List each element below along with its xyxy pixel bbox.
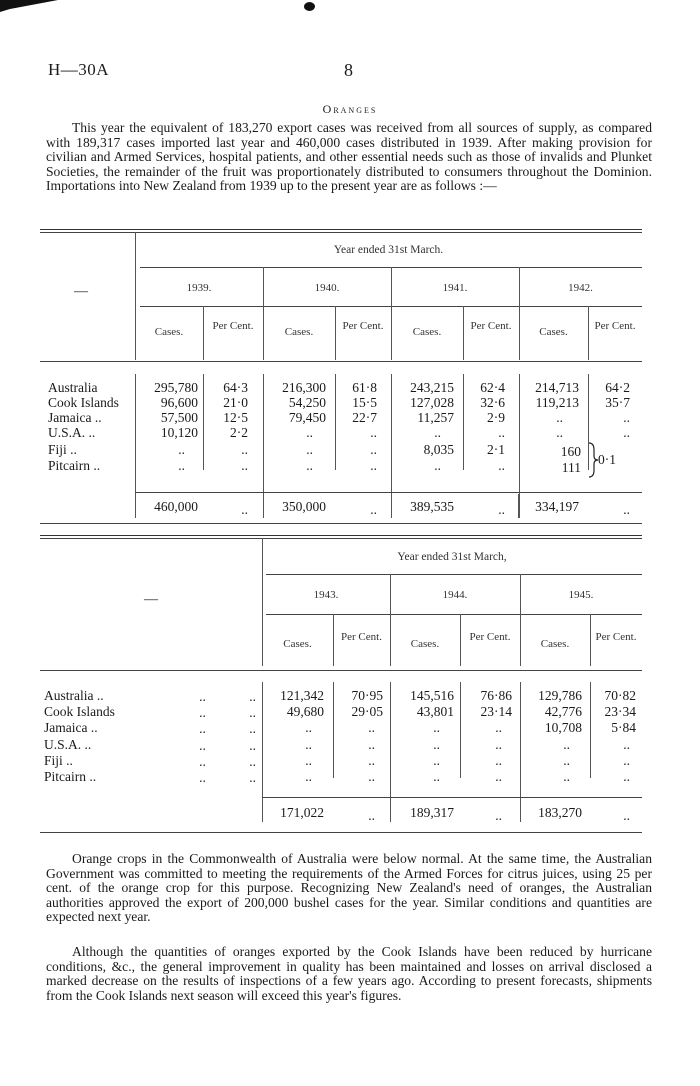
table2-total: 183,270: [538, 805, 582, 820]
table2-cell: ..: [305, 737, 312, 752]
table1-total: ..: [623, 502, 630, 517]
table1-cell: 57,500: [160, 410, 198, 425]
table1-row-label: U.S.A. ..: [48, 425, 96, 440]
table1-cell: 243,215: [410, 380, 454, 395]
table2-cell: 29·05: [351, 704, 383, 719]
table1-cell: ..: [556, 410, 563, 425]
table2-cell: ..: [305, 769, 312, 784]
intro-paragraph: [46, 121, 652, 194]
table2-col-pct: Per Cent.: [341, 631, 382, 643]
table2-year-1943: 1943.: [313, 589, 339, 601]
table1-cell: 295,780: [154, 380, 198, 395]
table2-col-cases: Cases.: [540, 638, 570, 650]
table1-cell: ..: [306, 442, 313, 457]
table1-total: ..: [498, 502, 505, 517]
table1-cell: ..: [623, 425, 630, 440]
table1-col-pct: Per Cent.: [594, 320, 636, 332]
table2-cell: ..: [623, 753, 630, 768]
table1-cell: 11,257: [417, 410, 454, 425]
table2-cell: ..: [563, 753, 570, 768]
table1-total-rule: [135, 492, 642, 493]
table2-top-rule: [40, 535, 642, 536]
table1-col-cases: Cases.: [284, 326, 314, 338]
table1-cell: ..: [370, 425, 377, 440]
table2-row-label: U.S.A. ..: [44, 737, 92, 752]
table1-cell: 10,120: [160, 425, 198, 440]
table1-caption: Year ended 31st March.: [333, 244, 444, 256]
table2-cell: 10,708: [544, 720, 582, 735]
table1-cell: 35·7: [605, 395, 630, 410]
table1-cell: 216,300: [282, 380, 326, 395]
table2-cell: ..: [368, 720, 375, 735]
table2-total: ..: [368, 808, 375, 823]
table2-cell: ..: [433, 769, 440, 784]
table2-cell: ..: [623, 737, 630, 752]
table1-corner-dash: —: [74, 284, 88, 299]
table1-total: 389,535: [410, 499, 454, 514]
australia-paragraph: [46, 852, 652, 925]
section-title: Oranges: [322, 102, 378, 116]
table1-year-1942: 1942.: [568, 282, 593, 294]
table1-total: 350,000: [282, 499, 326, 514]
table1-total: 460,000: [154, 499, 198, 514]
table2-col-pct: Per Cent.: [595, 631, 637, 643]
table2-col-cases: Cases.: [283, 638, 312, 650]
intro-text: This year the equivalent of 183,270 export cases was received from all sources of supply, as compared with 189,317 cases imported last year and 460,000 cases distributed in 1939. After making provision for civilian and Armed Services, hospital patients, and other essential needs such as those of invalids and Plunket Societies, the remainder of the fruit was proportionately distributed to consumers throughout the Dominion. Importations into New Zealand from 1939 up to the present year are as follows :—: [46, 120, 652, 194]
document-reference: H—30A: [48, 60, 110, 79]
table1-col-cases: Cases.: [412, 326, 442, 338]
table1-cell: ..: [178, 458, 185, 473]
table1-year-1941: 1941.: [442, 282, 468, 294]
table2-cell: 23·34: [604, 704, 636, 719]
table2-cell: 5·84: [611, 720, 636, 735]
table1-cell: ..: [434, 458, 441, 473]
table2-cell: ..: [563, 737, 570, 752]
table2-total: 189,317: [410, 805, 454, 820]
table1-cell: 214,713: [535, 380, 579, 395]
table2-row-label: Jamaica ..: [44, 720, 98, 735]
table1-row-label: Fiji ..: [48, 442, 77, 457]
table2-header-rule: [40, 670, 642, 671]
table2-cell: 129,786: [538, 688, 582, 703]
table2-total: ..: [623, 808, 630, 823]
table2-cell: ..: [495, 720, 502, 735]
table1-cell: 54,250: [288, 395, 326, 410]
table1-cell: 61·8: [352, 380, 377, 395]
table1-cell: ..: [434, 425, 441, 440]
table1-cell: ..: [370, 458, 377, 473]
table1-year-1939: 1939.: [186, 282, 212, 294]
table1-total: ..: [241, 502, 248, 517]
table2-cell: ..: [563, 769, 570, 784]
table1-total: ..: [370, 502, 377, 517]
table1-cell: 64·2: [605, 380, 630, 395]
table1-cell: ..: [241, 458, 248, 473]
table2-col-pct: Per Cent.: [469, 631, 511, 643]
table1-cell: 15·5: [352, 395, 377, 410]
table2-cell: 121,342: [280, 688, 324, 703]
table2-cell: 70·95: [351, 688, 383, 703]
cook-islands-text: Although the quantities of oranges exported by the Cook Islands have been reduced by hurricane conditions, &c., the general improvement in quality has been maintained and losses on arrival disclosed a marked decrease on the results of inspections of a few years ago. According to present forecasts, shipments from the Cook Islands next season will exceed this year's figures.: [46, 944, 652, 1003]
cook-islands-paragraph: [46, 945, 652, 1003]
table1-year-1940: 1940.: [314, 282, 340, 294]
table1-cell: 127,028: [410, 395, 454, 410]
table2-cell: 49,680: [286, 704, 324, 719]
table2-col-cases: Cases.: [410, 638, 440, 650]
table2-cell: ..: [433, 753, 440, 768]
table1-top-rule-2: [40, 232, 642, 233]
table2-cell: 145,516: [410, 688, 454, 703]
table2-top-rule-2: [40, 538, 642, 539]
table2-caption-rule: [266, 574, 642, 575]
table2-total: ..: [495, 808, 502, 823]
page-number: 8: [344, 60, 353, 80]
table1-cell: ..: [370, 442, 377, 457]
table2-caption: Year ended 31st March,: [397, 551, 507, 563]
table1-cell: 32·6: [480, 395, 505, 410]
table2-cell: 23·14: [480, 704, 512, 719]
table1-cell: ..: [623, 410, 630, 425]
table2-leader: .. ..: [199, 721, 256, 736]
table1-col-pct: Per Cent.: [342, 320, 384, 332]
table1-cell: ..: [498, 425, 505, 440]
table2-year-rule: [266, 614, 642, 615]
table2-row-label: Pitcairn ..: [44, 769, 97, 784]
table1-cell: 96,600: [160, 395, 198, 410]
table2-cell: ..: [305, 720, 312, 735]
table1-cell: 160: [560, 444, 581, 459]
table2-cell: ..: [433, 720, 440, 735]
table1-col-pct: Per Cent.: [212, 320, 254, 332]
table1-cell: 64·3: [223, 380, 248, 395]
table2-cell: 42,776: [544, 704, 582, 719]
table2-row-label: Fiji ..: [44, 753, 73, 768]
scan-artifact-corner: [0, 0, 60, 14]
table2-cell: ..: [305, 753, 312, 768]
table1-cell: 111: [561, 460, 581, 475]
table1-cell: ..: [306, 425, 313, 440]
table2-corner-dash: —: [144, 592, 158, 607]
table1-cell: 62·4: [480, 380, 505, 395]
table2-year-1944: 1944.: [442, 589, 468, 601]
table1-row-label: Jamaica ..: [48, 410, 102, 425]
table1-cell: 12·5: [223, 410, 248, 425]
table2-bottom-rule: [40, 832, 642, 833]
table1-cell: ..: [241, 442, 248, 457]
table1-row-label: Australia: [48, 380, 98, 395]
table1-cell: 8,035: [423, 442, 454, 457]
table2-row-label: Cook Islands: [44, 704, 115, 719]
table2-year-1945: 1945.: [568, 589, 594, 601]
table2-leader: .. ..: [199, 754, 256, 769]
table1-brace-value: 0·1: [598, 452, 616, 467]
table2-cell: 43,801: [416, 704, 454, 719]
table2-leader: .. ..: [199, 738, 256, 753]
table1-total: 334,197: [535, 499, 579, 514]
table1-cell: 119,213: [535, 395, 579, 410]
scan-artifact-dot: [304, 2, 315, 11]
table1-col-cases: Cases.: [539, 326, 568, 338]
table2-row-label: Australia ..: [44, 688, 104, 703]
table2-leader: .. ..: [199, 770, 256, 785]
table2-cell: ..: [368, 737, 375, 752]
table1-cell: 79,450: [288, 410, 326, 425]
table1-row-label: Cook Islands: [48, 395, 119, 410]
table1-cell: 2·9: [487, 410, 505, 425]
table2-cell: 70·82: [604, 688, 636, 703]
table1-cell: ..: [178, 442, 185, 457]
table2-leader: .. ..: [199, 705, 256, 720]
table1-cell: ..: [306, 458, 313, 473]
table1-cell: 2·2: [230, 425, 248, 440]
table1-cell: 22·7: [352, 410, 377, 425]
table2-leader: .. ..: [199, 689, 256, 704]
table1-col-cases: Cases.: [154, 326, 184, 338]
table2-total-rule: [262, 797, 642, 798]
table1-row-label: Pitcairn ..: [48, 458, 101, 473]
table1-cell: 2·1: [487, 442, 505, 457]
table2-cell: ..: [495, 737, 502, 752]
table2-cell: ..: [623, 769, 630, 784]
table2-cell: ..: [368, 753, 375, 768]
table1-cell: 21·0: [223, 395, 248, 410]
table2-cell: ..: [368, 769, 375, 784]
table2-cell: ..: [495, 769, 502, 784]
table1-cell: ..: [498, 458, 505, 473]
table1-header-rule: [40, 361, 642, 362]
australia-text: Orange crops in the Commonwealth of Australia were below normal. At the same time, the Australian Government was committed to meeting the requirements of the Armed Forces for citrus juices, using 25 per cent. of the orange crop for this purpose. Recognizing New Zealand's need of oranges, the Australian authorities approved the export of 200,000 bushel cases for the year. Similar conditions and quantities are expected next year.: [46, 851, 652, 925]
table2-cell: ..: [495, 753, 502, 768]
table1-top-rule: [40, 229, 642, 230]
table2-cell: ..: [433, 737, 440, 752]
table1-bottom-rule: [40, 523, 642, 524]
table1-col-pct: Per Cent.: [470, 320, 512, 332]
table2-total: 171,022: [280, 805, 324, 820]
table2-cell: 76·86: [480, 688, 512, 703]
table1-cell: ..: [556, 425, 563, 440]
